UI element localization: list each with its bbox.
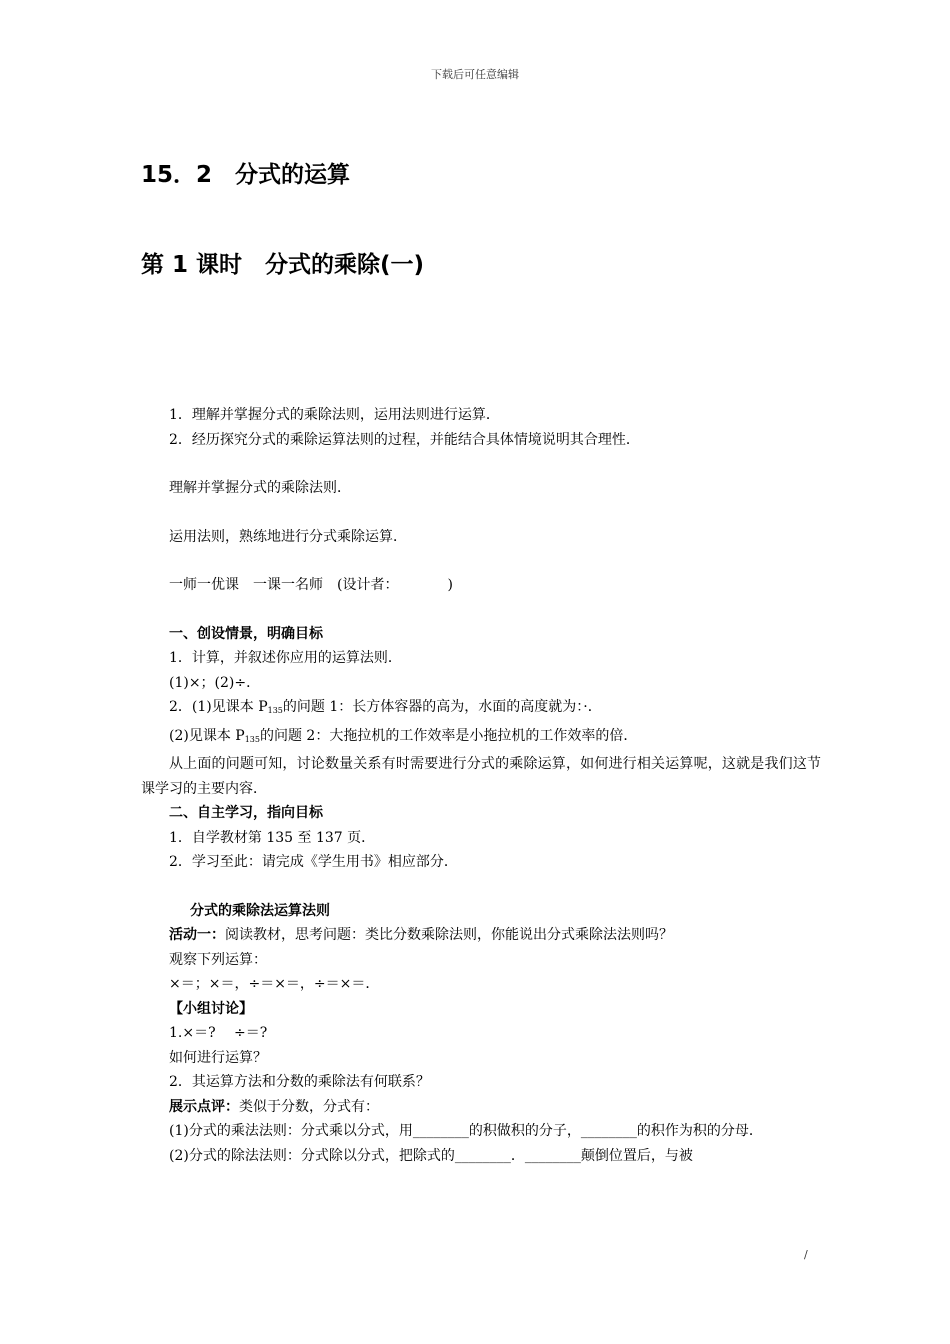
comment-label: 展示点评：	[169, 1098, 239, 1115]
question-1b: 如何进行运算？	[169, 1049, 267, 1066]
part2-line-1: 1．自学教材第 135 至 137 页．	[169, 829, 376, 846]
key-point: 理解并掌握分式的乘除法则．	[169, 480, 351, 496]
part1-heading: 一、创设情景，明确目标	[169, 625, 323, 642]
observe-line: 观察下列运算：	[169, 951, 267, 968]
part2-line-2: 2．学习至此：请完成《学生用书》相应部分．	[169, 854, 458, 870]
designer-line: 一师一优课 一课一名师 (设计者： )	[169, 577, 453, 593]
objective-1: 1．理解并掌握分式的乘除法则，运用法则进行运算．	[169, 407, 500, 423]
part1-line-4-b: 的问题 2：大拖拉机的工作效率是小拖拉机的工作效率的倍．	[259, 727, 638, 744]
header-note: 下载后可任意编辑	[431, 68, 519, 81]
footer-mark: /	[804, 1248, 808, 1261]
part2-heading: 二、自主学习，指向目标	[169, 805, 323, 821]
group-discussion-label: 【小组讨论】	[169, 1000, 253, 1017]
part1-line-1: 1．计算，并叙述你应用的运算法则．	[169, 650, 402, 666]
part1-line-5: 从上面的问题可知，讨论数量关系有时需要进行分式的乘除运算，如何进行相关运算呢，这就是我们这节课学习的主要内容．	[141, 756, 821, 797]
activity-text: 阅读教材，思考问题：类比分数乘除法则，你能说出分式乘除法法则吗？	[225, 927, 673, 943]
document-body	[141, 403, 821, 1168]
part1-line-2: (1)×；(2)÷．	[169, 674, 261, 691]
part1-line-4-a: (2)见课本 P	[169, 727, 245, 744]
activity-label: 活动一：	[169, 927, 225, 943]
section-title: 15．2 分式的运算	[141, 162, 351, 188]
operations-line: ×＝；×＝，÷＝×＝，÷＝×＝．	[169, 976, 380, 992]
part1-line-3-b: 的问题 1：长方体容器的高为，水面的高度就为：·．	[282, 699, 602, 715]
part1-line-3	[141, 695, 821, 724]
part3-topic: 分式的乘除法运算法则	[190, 902, 330, 919]
part1-line-3-a: 2．(1)见课本 P	[169, 699, 268, 715]
rule-division: (2)分式的除法法则：分式除以分式，把除式的________．________颠倒位置后，与被	[169, 1147, 693, 1164]
lesson-title: 第 1 课时 分式的乘除(一)	[141, 252, 425, 278]
part1-line-4	[141, 724, 821, 753]
comment-line	[141, 1095, 821, 1120]
difficulty: 运用法则，熟练地进行分式乘除运算．	[169, 528, 407, 545]
page-subscript: 135	[244, 734, 260, 744]
question-1: 1.×＝? ÷＝?	[169, 1025, 268, 1041]
activity-one	[141, 923, 821, 948]
page-subscript: 135	[267, 706, 283, 715]
rule-multiplication: (1)分式的乘法法则：分式乘以分式，用________的积做积的分子，________的积作为积的分母．	[169, 1123, 763, 1139]
question-2: 2．其运算方法和分数的乘除法有何联系？	[169, 1074, 430, 1090]
comment-text: 类似于分数，分式有：	[239, 1098, 379, 1115]
objective-2: 2．经历探究分式的乘除运算法则的过程，并能结合具体情境说明其合理性．	[169, 431, 640, 448]
